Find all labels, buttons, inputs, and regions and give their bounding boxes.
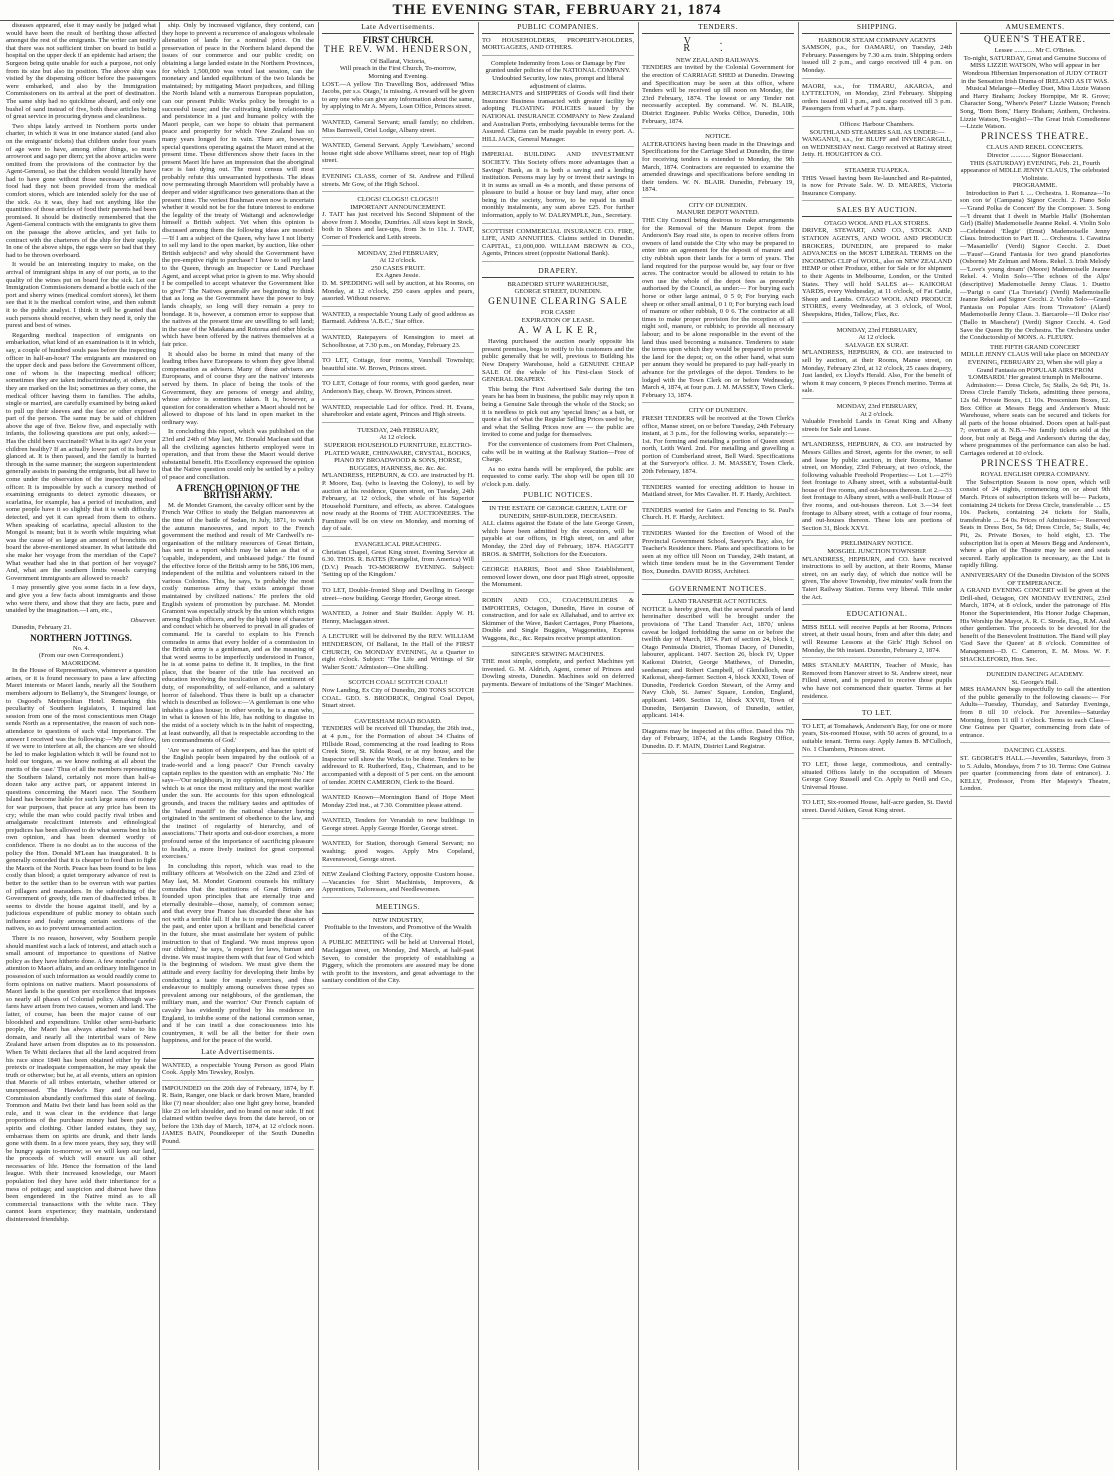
centered-line: STEAMER TUAPEKA. — [844, 166, 910, 174]
article-paragraph: ship. Only by increased vigilance, they contend, can they hope to prevent a recurrence of analogous wholesale alienation of lands for a nominal price. On the preservation of peace in the Northern Island depend the issues of our commerce and our public credit; on obtaining a large landed estate in the Northern Provinces, for which 1,500,000 was voted last session, can the monetary and landed equilibrium of the two Islands be maintained; by mitigating Maori prejudices, and filling the North Island with a numerous European population, can our present Public Works policy be brought to a successful issue; and the cultivating kindly relationship and persistence in a just and humane policy with the Maori people, can we hope to obtain that permanent peace and prosperity for which New Zealand has so many years longed for in vain. There are, however, special questions operating against the Maori mind at the present time. These differences show their faces in the present Maori life have an impression that the aboriginal race is fast dying out. The most census will most probably refute this unwarranted hypothesis. The ideas now permeating through Maoridom will probably have a deeper and wider significance two generations than at the present time. The veriest Bushman even now is uncertain whether it would not be for the future interest to endorse the legality of the treaty of Waitangi and acknowledge himself a British subject. Yet when this opinion is discussed among them the following ideas are mooted:—'If I am a subject of the Queen, why have I not liberty to sell my land to the open market, by auction, like other British subjects? and why should the Government have the pre-emptive right to purchase? I have to sell my land to the Queen, through an Inspector or Land Purchase Agent, and accept what price is given to me. Why should I be compelled to accept whatever the Government like to give?' The Natives generally are beginning to think that as long as the Government have the power to buy lands cheaply, so long will they remain a prey to bondage. It is, however, a common error to suppose that the natives at the present time are unwilling to sell land; in the case of the Matakana and Rotorua and other blocks which have been offered by the natives themselves at a fair price. — [162, 22, 314, 348]
advertisement: TO LET, Double-fronted Shop and Dwelling in George street—now building. George Horder, George street. — [322, 587, 474, 606]
advertisement: MISS BELL will receive Pupils at her Rooms, Princes street, at their usual hours, from and after this date; and will Resume Lessons at the Girls' High School on Monday, the 9th instant. Dunedin, February 2, 1874. — [802, 624, 952, 658]
advertisement: WANTED, Tenders for Verandah to new buildings in George street. Apply George Horder, George street. — [322, 817, 474, 836]
display-heading: THE REV. WM. HENDERSON, — [323, 45, 473, 56]
advertisement: WANTED, Ratepayers of Kensington to meet at Schoolhouse, at 7.30 p.m., on Monday, February 23. — [322, 334, 474, 353]
advertisement: TO LET, Cottage of four rooms, with good garden, near Anderson's Bay, cheap. W. Brown, Princes street. — [322, 380, 474, 399]
advertisement: NOTICE is hereby given, that the several parcels of land hereinafter described will be brought under the provisions of 'The Land Transfer Act, 1870,' unless caveat be lodged forbidding the same on or before the twelfth day of March, 1874. Part of section 24, block I, Otago Peninsula District, Thomas Dacey, of Dunedin, labourer, applicant. 1407. Section 26, block IV, Upper Kaikorai District, George Matthews, of Dunedin, seedsman; and Robert Campbell, of Glenfalloch, near Kaikorai, sheep-farmer. Section 4, block XXXI, Town of Dunedin, Frederick Gordon Stewart, of the Army and Navy Club, St. James' Square, London, England, applicant. 1409. Section 12, block XXVII, Town of Dunedin, Benjamin Dawson, of Dunedin, settler, applicant. 1414. — [642, 606, 794, 724]
centered-line: PROGRAMME. — [1012, 182, 1058, 190]
section-heading: Late Advertisements. — [162, 1047, 314, 1059]
advertisement: TENDERS will be received till Thursday, the 26th inst., at 4 p.m., for the Formation of about 34 Chains of Hillside Road, commencing at the road leading to Ross Creek Store, St. Kilda Road, or at my house, and the Inspector will show the Works to be done. Tenders to be addressed to R. Rutherford, Esq., Chairman, and to be accompanied with a deposit of 5 per cent. on the amount of tender. JOHN CAMERON, Clerk to the Board. — [322, 725, 474, 790]
centered-line: MOSGIEL JUNCTION TOWNSHIP. — [827, 548, 927, 556]
column-rule — [956, 22, 957, 1470]
centered-line: Profitable to the Investors, and Promotive of the Wealth of the City. — [324, 924, 472, 939]
section-heading: PUBLIC NOTICES. — [482, 490, 634, 502]
article-paragraph: This being the First Advertised Sale during the ten years he has been in business, the public may rely upon it being a Genuine Sale through the whole of the Stock; so it is needless to pick out any 'special lines;' as a bait, or quote a list of what the Regular Selling Prices used to be, and what the Selling Prices now are — the public are invited to come and judge for themselves. — [482, 385, 634, 439]
centered-line: No. 4. — [72, 644, 90, 652]
centered-line: At 2 o'clock. — [860, 410, 894, 418]
centered-line: Morning and Evening. — [368, 72, 428, 80]
advertisement: Now Landing, Ex City of Dunedin, 200 TONS SCOTCH COAL. GEO. S. BRODRICK, Original Coal Depot, Stuart street. — [322, 687, 474, 714]
advertisement: FRESH TENDERS will be received at the Town Clerk's office, Manse street, on or before Tuesday, 24th February instant, at 3 p.m., for the following works, separately:— 1st. For forming and metalling a portion of Queen street north, Leith Ward. 2nd. For metalling and gravelling a portion of Cumberland street, Bell Ward. Specifications at the Surveyor's office. J. M. MASSEY, Town Clerk. 20th February, 1874. — [642, 415, 794, 480]
display-heading: QUEEN'S THEATRE. — [984, 34, 1086, 45]
advertisement: M'LANDRESS, HEPBURN, & CO. are instructed to sell by auction, at their Rooms, Manse street, on Monday, February 23rd, at 12 o'clock, 25 cases drapery, Just landed, ex Lloyd's Herald. Also, For the benefit of whom it may concern, 9 pieces French merino. Terms at sale. — [802, 349, 952, 399]
centered-line: To-night, SATURDAY, Great and Genuine Success of MISS LIZZIE WATSON, Who will appear in her Wondrous Hibernian Impersonation of JUDY O'TROT in the Sensation Irish Drama of IRELAND AS IT WAS. — [961, 54, 1109, 85]
centered-line: SCOTCH COAL! SCOTCH COAL!! — [348, 679, 448, 687]
advertisement: J. TAIT has just received his Second Shipment of the above from J. Moodie, Dumfries. All sizes kept in Stock, both in Shoes and lace-ups, from 3s to 11s. J. TAIT, Corner of Frederick and Leith streets. — [322, 211, 474, 245]
advertisement: WANTED, for Station, thorough General Servant; no washing; good wages. Apply Mrs Copeland, Ravenswood, George street. — [322, 840, 474, 867]
centered-line: Will preach in the First Church, To-morrow, — [339, 65, 457, 73]
advertisement: M'LANDRESS, HEPBURN, & CO. are instructed by Messrs Gillies and Street, agents for the owner, to sell and lease by public auction, in their Rooms, Manse street, on Monday, 23rd February, at two o'clock, the following valuable Freehold Properties:— Lot 1.—27½ feet frontage to Albany street, with a substantial-built house of five rooms, and out-houses thereon. Lot 2.—33 feet frontage to Albany street, with a well-built House of five rooms, and out-houses thereon. Lot 3.—34 feet frontage to Albany street, with a cottage of four rooms, and out-houses thereon. These lots are portions of Section 31, Block XXVI. — [802, 441, 952, 536]
advertisement: MERCHANTS and SHIPPERS of Goods will find their Insurance Business transacted with greater facility by adopting FLOATING POLICIES issued by the NATIONAL INSURANCE COMPANY to New Zealand and Australian Ports, embodying favourable terms for the Assured. Claims can be made payable in every port. A. HILL JACK, General Manager. — [482, 90, 634, 147]
centered-line: THE FIFTH GRAND CONCERT — [990, 343, 1080, 351]
column-rule — [638, 22, 639, 1470]
column-1 — [6, 22, 156, 1470]
article-paragraph: For the convenience of customers from Port Chalmers, cabs will be in waiting at the Railway Station—Free of Charge. — [482, 440, 634, 464]
advertisement: A GRAND EVENING CONCERT will be given at the Drill-shed, Octagon, ON MONDAY EVENING, 23rd March, 1874, at 8 o'clock, under the patronage of His Honor the Superintendent, His Honor Judge Chapman, His Worship the Mayor, A. R. C. Strode, Esq., R.M. And other gentlemen. The proceeds to be devoted for the benefit of the Benevolent Institution. The Band will play 'God Save the Queen' at 8 o'clock. Committee of Management—D. C. Cameron, E. M. Moss. W. F. SHACKLEFORD, Hon. Sec. — [960, 587, 1110, 667]
centered-line: MONDAY, 23rd FEBRUARY, — [357, 249, 439, 257]
article-paragraph: Admission:— Dress Circle, 5s; Stalls, 2s 6d; Pit, 1s. Dress Circle Family Tickets, admitting three persons, 12s 6d. Private Boxes, £1 10s. Proscenium Boxes, £2. Box Office at Messrs Begg and Anderson's Music Warehouse, where seats can be secured and tickets for all parts of the house obtained. Doors open at half-past 7; overture at 8. N.B.—No family tickets sold at the door, but only at Begg and Anderson's during the day, where programmes of the performance can also be had. Carriages ordered at 10 o'clock. — [960, 381, 1110, 458]
centered-line: (From our own Correspondent.) — [38, 652, 124, 660]
section-heading: PUBLIC COMPANIES. — [482, 22, 634, 34]
centered-line: SUPERIOR HOUSEHOLD FURNITURE, ELECTRO-PLATED WARE, CHINAWARE, CRYSTAL, BOOKS, PIANO BY BROADWOOD & SONS, HORSE, BUGGIES, HARNESS, &c. &c. &c. — [324, 441, 472, 472]
display-heading: A. W A L K E R, — [518, 325, 598, 336]
advertisement: WANGANUI, s.s., for BLUFF and INVERCARGILL, on WEDNESDAY next. Cargo received at Rattray street Jetty. H. HOUGHTON & CO. — [802, 136, 952, 163]
advertisement: MRS STANLEY MARTIN, Teacher of Music, has Removed from Hanover street to St. Andrew street, near Filleul street, and is prepared to receive those pupils who have not commenced their quarter. Terms at her residence. — [802, 662, 952, 704]
centered-line: EVANGELICAL PREACHING. — [354, 541, 442, 549]
advertisement: WANTED, a Joiner and Stair Builder. Apply W. H. Henny, Maclaggan street. — [322, 610, 474, 629]
display-heading: PRINCESS THEATRE. — [980, 131, 1090, 142]
advertisement: IMPOUNDED on the 20th day of February, 1874, by F. R. Bain, Ranger, one black or dark brown Mare, branded like (?) near shoulder; also one light grey horse, branded like 23 on left shoulder, and no brand on near side. If not claimed within twelve days from the date hereof, on or before the 13th day of March, 1874, at 12 o'clock noon. JAMES BAIN, Poundkeeper of the South Dunedin Pound. — [162, 1085, 314, 1150]
centered-line: DUNEDIN DANCING ACADEMY. — [986, 671, 1084, 679]
article-paragraph: Musical Melange—Medley Duet, Miss Lizzie Watson and Harry Braham; Jockey Hornpipe, Mr R. Grove; Character Song, 'Where's Peter?' Lizzie Watson; French Song, 'Bom Bom,' Harry Braham; Anthem, Orchestra. Lizzie Watson, To-night!—The Great Irish Comedienne—Lizzie Watson. — [960, 85, 1110, 131]
centered-line: ROYAL ENGLISH OPERA COMPANY. — [980, 471, 1090, 479]
advertisement: THIS Vessel having been Re-launched and Re-painted, is now for Private Sale. W. D. MEARES, Victoria Insurance Company. — [802, 175, 952, 202]
centered-line: CITY OF DUNEDIN. — [688, 201, 748, 209]
advertisement: WANTED, General Servant. Apply 'Lewisham,' second house right side above Williams street, near top of High street. — [322, 142, 474, 169]
centered-line: ANNIVERSARY Of the Dunedin Division of the SONS OF TEMPERANCE. — [960, 571, 1110, 587]
centered-line: CLOGS! CLOGS!! CLOGS!!! — [357, 196, 439, 204]
advertisement: TO LET, at Tomahawk, Anderson's Bay, for one or more years, Six-roomed House, with 50 acres of ground, to a suitable tenant. Terms easy. Apply James B. M'Culloch, No. 1 Chambers, Princes street. — [802, 723, 952, 757]
centered-line: Ex Agnes Jessie. — [375, 272, 421, 280]
advertisement: Christian Chapel, Great King street. Evening Service at 6.30. THOS. R. BATES (Evangelist, from America) Will (D.V.) Preach TO-MORROW EVENING. Subject: 'Setting up of the Kingdom.' — [322, 549, 474, 583]
advertisement: IMPERIAL BUILDING AND INVESTMENT SOCIETY. This Society offers more advantages than a Savings' Bank, as it is both a saving and a lending institution. Persons may lay by or invest their savings in it in sums as small as 4s a month, and these persons of pleasure to build a house or buy land may, after once being in the society, borrow, to be repaid in small monthly instalments, any sum above £25. For further information, apply to W. DALRYMPLE, Jun., Secretary. — [482, 151, 634, 223]
centered-line: BRADFORD STUFF WAREHOUSE, — [507, 280, 609, 288]
article-paragraph: Having purchased the auction nearly opposite his present premises, begs to notify to his customers and the public generally that he will, previous to Building his New Drapery Warehouse, hold a GENUINE CHEAP SALE Of the whole of his First-class Stock of GENERAL DRAPERY. — [482, 338, 634, 384]
advertisement: ST. GEORGE'S HALL.—Juveniles, Saturdays, from 3 to 5. Adults, Mondays, from 7 to 10. Terms: One Guinea per quarter (commencing from date of entrance). J. KELLY, Professor, From Her Majesty's Theatre, London. — [960, 755, 1110, 797]
advertisement: WANTED, a respectable Young Lady of good address as Barmaid. Address 'A.B.C.,' Star office. — [322, 311, 474, 330]
section-heading: TENDERS. — [642, 22, 794, 34]
advertisement: NEW Zealand Clothing Factory, opposite Custom house.—Vacancies for Shirt Machinists, Improvers, & Apprentices, Tailoresses, and Needlewomen. — [322, 871, 474, 898]
section-heading: GOVERNMENT NOTICES. — [642, 584, 794, 596]
advertisement: TENDERS wanted for erecting addition to house in Maitland street, for Mrs Cavalier. H. F. Hardy, Architect. — [642, 484, 794, 503]
centered-line: MDLLE JENNY CLAUS Will take place on MONDAY EVENING, FEBRUARY 23, When she will play a Grand Fantasia on POPULAR AIRS FROM 'LOMBARDI.' Her greatest triumph in Melbourne. — [960, 351, 1110, 382]
centered-line: NOTICE. — [705, 133, 731, 141]
section-heading: MEETINGS. — [322, 902, 474, 914]
centered-line: Director ............ Signor Bissacciani. — [987, 151, 1083, 159]
advertisement: WANTED, a respectable Young Person as good Plain Cook. Apply Mrs Tewsley, Roslyn. — [162, 1062, 314, 1081]
centered-line: EXPIRATION OF LEASE. — [521, 317, 595, 324]
centered-line: FOR CASH! — [540, 309, 576, 317]
advertisement: TENDERS wanted for Gates and Fencing to St. Paul's Church. H. F. Hardy, Architect. — [642, 507, 794, 526]
section-heading: SALES BY AUCTION. — [802, 205, 952, 217]
centered-line: CITY OF DUNEDIN. — [688, 407, 748, 415]
centered-line: PRELIMINARY NOTICE. — [841, 540, 913, 548]
advertisement: D. M. SPEDDING will sell by auction, at his Rooms, on Monday, at 12 o'clock, 250 cases apples and pears, assorted. Without reserve. — [322, 280, 474, 307]
advertisement: TO LET, Six-roomed House, half-acre garden, St. David street. David Aitken, Great King street. — [802, 799, 952, 818]
centered-line: 250 CASES FRUIT. — [371, 264, 425, 272]
advertisement: Valuable Freehold Lands in Great King and Albany streets for Sale and Lease. — [802, 418, 952, 437]
advertisement: THE most simple, complete, and perfect Machines yet invented. G. M. Aldrich, Agent, corner of Princes and Dowling streets, Dunedin. Machines sold on deferred payments. Beware of imitations of the 'Singer' Machines. — [482, 658, 634, 692]
column-4 — [482, 22, 634, 1470]
article-paragraph: In concluding this report, which was read to the military officers at Woolwich on the 22nd and 23rd of May last, M. Mondet Gramont counsels his military comrades that the institutions of Great Britain are founded upon principles that are eternally true and eternally desirable—those, namely, of common sense; and that every true France has discarded these she has not with a terrible fall. If she is to repair the disasters of the past, and enter upon a brilliant and beneficial career in the future, she must assimilate her system of public instruction to that of England. 'We must impress upon our children,' he says, 'a respect for laws, human and divine. We must inspire them with that fear of God which is the beginning of wisdom. We must give them the attitude and every facility for developing their limbs by conducting a taste for manly exercises, and thus endeavour to multiply among ourselves those types so prevalent among our neighbours, of the gentleman, the military man, and the warrior.' Our French captain of cavalry has evidently profited by his residence in England, to imbibe some of the national common sense, and if he can instil a due consciousness into his countrymen, it will be all the better for their own happiness, and for the peace of the world. — [162, 862, 314, 1045]
advertisement: TENDERS are invited by the Colonial Government for the erection of CARRIAGE SHED at Dunedin. Drawing and Specification may be seen at this office, where Tenders will be received up till noon on Monday, the 23rd February, 1874. The lowest or any Tender not necessarily accepted. By command. W. N. BLAIR, District Engineer. Public Works Office, Dunedin, 10th February, 1874. — [642, 64, 794, 129]
article-headline: NORTHERN JOTTINGS. — [30, 632, 132, 643]
centered-line: CLAUS AND REKEL CONCERTS. — [986, 144, 1084, 152]
advertisement: M'LANDRESS, HEPBURN, and CO. have received instructions to sell by auction, at their Rooms, Manse street, on an early day, of which due notice will be given, The above Township, five minutes' walk from the Taieri Railway Station. Terms very liberal. Title under the Act. — [802, 556, 952, 606]
centered-line: LAND TRANSFER ACT NOTICES. — [668, 598, 768, 606]
article-paragraph: In the House of Representatives, whenever a question arises, or it is found necessary to pass a law affecting Maori interests or Maori lands, nearly all the Southern members adjourn to Bellamy's, the Strangers' lounge, or to Osgood's Metropolitan Hotel. Remarking this peculiarity of Southern legislators, I inquired last session from one of the most conscientious men Otago sends North as a representative, the reason of such non-attendance to questions of such vital importance. The answer I received was the following:—'My dear fellow, if we were to interfere at all, the chances are we should be led to make legislation which it will be found not to hold our tongues, as we know nothing at all about the merits of the case.' Thus of all the members representing the Southern Island, certainly not more than half-a-dozen take any active part, or apparent interest in questions concerning the Maori race. The Southern Island has become liable for such large sums of money for war purposes, that peace at any price has been its cry; while the man who could pacify rival tribes and amalgamate recalcitrant interests and ethnological prejudices has been allowed to do what seems best in his own opinion, and has been deemed worthy of confidence. There is no doubt as to the success of the policy the Hon. Donald M'Lean has inaugurated. It is generally conceded that it is cheaper to feed than to fight the Maoris of the North. Peace has been found to be less costly than blood; a quiet temporary advance of rest is better to the settler than to be overrun with war parties of pillagers and marauders. In the subsidising of the Government of greedy, idle men of disaffected tribes. It seems to divide the house against itself, and by a judicious expenditure of public money to obtain such influence and fealty among certain sections of the natives, so as to prevent unwarranted action. — [6, 667, 156, 933]
signature: Observer. — [130, 616, 156, 624]
column-rule — [478, 22, 479, 1470]
column-6 — [802, 22, 952, 1470]
column-5 — [642, 22, 794, 1470]
advertisement: TO LET, Cottage, four rooms, Vauxhall Township; beautiful site. W. Brown, Princes street. — [322, 357, 474, 376]
advertisement: TENDERS Wanted for the Erection of Wood of the Provincial Government School, Sawyer's Bay; also, for Teacher's Residence there. Plans and specifications to be seen at my office till Noon on Tuesday, 24th instant, at which time tenders must be in the Government Tender Box, Dunedin. DAVID ROSS, Architect. — [642, 530, 794, 580]
advertisement: EVENING CLASS, corner of St. Andrew and Filleul streets. Mr Gow, of the High School. — [322, 173, 474, 192]
article-paragraph: It should also be borne in mind that many of the leading tribes have Europeans to whom they give liberal compensation as advisers. Many of these advisers are Europeans, and of course they are the natives' interests served by them. In place of being the tools of the Government, they are persons of energy and ability, whose advice is sometimes taken. It is, however, a question for consideration whether a Maori should not be allowed to dispose of his land in open market in the ordinary way. — [162, 350, 314, 426]
article-paragraph: In concluding this report, which was published on the 23rd and 24th of May last, Mr. Donald Maclean said that all the civilizing agencies hitherto employed were in operation, and that from these the Maori would derive substantial benefit. His Excellency expressed the opinion that the Native question could only be settled by a policy of peace and conciliation. — [162, 428, 314, 482]
centered-line: Offices: Harbour Chambers. — [839, 120, 915, 128]
masthead: THE EVENING STAR, FEBRUARY 21, 1874 — [0, 0, 1114, 21]
article-paragraph: It would be an interesting inquiry to make, on the arrival of immigrant ships in any of our ports, as to the quality of the wines put on board for the sick. Let our Immigration Commissioners demand a bottle each of the port and sherry wines (medical comfort stores), let them see that it is the medical comfort wine, and then submit it to the public analyst. I think it will be granted that such persons should receive, when they need it, only the purest and best of wines. — [6, 261, 156, 330]
advertisement: M'LANDRESS, HEPBURN, & CO. are instructed by H. P. Moore, Esq. (who is leaving the Colony), to sell by auction at his residence, Queen street, on Tuesday, 24th February, at 12 o'clock, the whole of his Superior Household Furniture, and effects, as above. Catalogues now ready at the Rooms of THE AUCTIONEERS. The Furniture will be on view on Monday, and morning of day of sale. — [322, 472, 474, 537]
section-heading: EDUCATIONAL. — [802, 609, 952, 621]
article-paragraph: diseases appeared, else it may easily be judged what would have been the result of berthing those affected amongst the rest of the emigrants. The writer can testify that there was not sufficient timber on board to build a hospital on the upper deck if an epidemic had arisen; the Surgeon being quite unable for such a purpose, not only from its size but also its position. The above ship was visited by the dispensing officer before the passengers were embarked, and also by the Immigration Commissioners on its arrival at the port of destination. The same ship had no quicklime aboard, and only one bushel of sand instead of five, both these articles being of great service in procuring dryness and cleanliness. — [6, 22, 156, 121]
centered-line: MONDAY, 23rd FEBRUARY, — [836, 402, 918, 410]
advertisement: WANTED Known—Mornington Band of Hope Meet Monday 23rd inst., at 7.30. Committee please attend. — [322, 794, 474, 813]
centered-line: TUESDAY, 24th FEBRUARY, — [357, 426, 439, 434]
advertisement: ROBIN AND CO., COACHBUILDERS & IMPORTERS, Octagon, Dunedin, Have in course of construction, and for sale ex Allahabad, and to arrive ex Skimmer of the Wave, Basket Carriages, Pony Phaetons, Double and Single Buggies, Waggonettes, Express Waggons, &c., &c. Repairs receive prompt attention. — [482, 597, 634, 647]
article-paragraph: Two ships lately arrived in Northern ports under charter, in which it was in one instance stated (and also on the emigrants' tickets) that children under four years of age were to have, among other things, so much arrowroot and sago per diem; yet the above articles were omitted from the provisions of the contractor by the Agent-General, so that the children would literally have had to have gone without those necessary articles of food had they not been provided from the medical comfort stores, which are intended solely for the use of the sick. As it was, they had not anything like the quantities of those articles of food their parents had been promised. It should be distinctly remembered that the Agent-General contracts with the emigrants to give them on the passage the above articles, and yet fails to contract with the charterers of the ship for their supply. In one of the above ships, the eggs were so bad that they had to be thrown overboard. — [6, 122, 156, 259]
centered-line: SALVAGE EX SURAT. — [845, 341, 909, 349]
display-heading: PRINCESS THEATRE. — [980, 458, 1090, 469]
article-paragraph: I may presently give you some facts in a few days, and give you a few facts about immigrants and those who were there, and show that they are facts, pure and unaided by the imagination.—I am, etc., — [6, 584, 156, 615]
column-7 — [960, 22, 1110, 1470]
centered-line: MAORIDOM. — [61, 659, 101, 667]
article-paragraph: 'Are we a nation of shopkeepers, and has the spirit of the English people been impaired by the outlook of a trade-world and a long peace?' Our French cavalry captain replies to the question with an emphatic 'No.' He says—'Our neighbours, in my opinion, represent the race which is at once the most military and the most warlike under the sun. He accounts for this upon ethnological grounds, and traces the military tastes and aptitudes of the 'island mastiff' to the national character having originated in 'the sentiment of obedience to the law, and the instinct of regularity of hierarchy, and of associations.' Their sports and out-door exercises, a more profound sense of the importance of sacrificing pleasure to health, a more lively instinct for great corporeal exercises.' — [162, 746, 314, 861]
centered-line: CAVERSHAM ROAD BOARD. — [354, 717, 442, 725]
centered-line: SINGER'S SEWING MACHINES. — [511, 650, 605, 658]
section-heading: SHIPPING. — [802, 22, 952, 34]
section-heading: TO LET. — [802, 708, 952, 720]
advertisement: TO LET, those large, commodious, and centrally-situated Offices lately in the occupation of Messrs George Gray Russell and Co. Apply to Neill and Co., Universal House. — [802, 761, 952, 795]
column-3 — [322, 22, 474, 1470]
advertisement: Diagrams may be inspected at this office. Dated this 7th day of February, 1874, at the Lands Registry Office, Dunedin. D. F. MAIN, District Land Registrar. — [642, 728, 794, 755]
advertisement: MRS HAMANN begs respectfully to call the attention of the public generally to the following classes:— For Adults—Tuesday, Thursday, and Saturday Evenings, from 8 till 10 o'clock. For Juveniles—Saturday Morning, from 11 till 1 o'clock. Terms to each Class—One Guinea per Quarter, commencing from date of entrance. — [960, 686, 1110, 743]
section-heading: AMUSEMENTS. — [960, 22, 1110, 34]
advertisement: MAORI, s.s., for TIMARU, AKAROA, and LYTTELTON, on Monday, 23rd February. Shipping orders issued till 1 p.m., and cargo received till 3 p.m. Passengers from wharf at 7 p.m. sharp. — [802, 83, 952, 117]
advertisement: ALTERATIONS having been made in the Drawings and Specifications for the Carriage Shed at Dunedin, the time for receiving tenders is extended to Monday, the 9th March, 1874. Contractors are requested to examine the amended drawings and specifications before sending in their tenders. W. N. BLAIR. Dunedin, February 19, 1874. — [642, 141, 794, 198]
centered-line: IMPORTANT ANNOUNCEMENT. — [350, 203, 446, 211]
centered-line: HARBOUR STEAM COMPANY AGENTS — [818, 36, 936, 44]
article-paragraph: Dunedin, February 21. — [12, 624, 72, 632]
article-paragraph: M. de Mondet Gramont, the cavalry officer sent by the French War Office to study the Belgian manoeuvres at the time of the battle of Sedan, in July, 1871, to watch the autumn manoeuvres, and report to the French government the method and result of Mr Cardwell's re-organisation of the military resources of Great Britain, has sent in a report which may be taken as that of a 'capable, independent, and unbiassed judge.' He found the effective force of the British army to be 586,106 men, independent of the militia and volunteers raised in the various Colonies. This, he says, 'is probably the most costly numerous army that exists amongst those maintained by civilized nations.' He prefers the old English system of promotion by purchase. M. Mondet Gramont was especially struck by the union which reigns among English officers, and by the high tone of character and conduct which he observed to prevail in all grades of command. He is careful to explain to his French comrades in arms that every holder of a commission in the British army is a gentleman, and as the meaning of that word seems to be imperfectly understood in France, he is at some pains to define it. It implies, in the first place, that the bearer of the title has received an education involving the inculcation of the sentiment of duty, of responsibility, of self-reliance, and a salutary horror of falsehood. Thus there is built up a character which is described as follows:—'A gentleman is one who inhabits a glass house; in other words, he is a man who, in what is known of his life, has nothing to disguise in the midst of a society which is in the habit of respecting, at least outwardly, all that is respectable according to the ten commandments of God.' — [162, 501, 314, 745]
article-headline: FIRST CHURCH. — [362, 34, 434, 45]
article-paragraph: Introduction to Part I. .... Orchestra. 1. Romanza—'Io son con te' (Campana) Signor Cecchi. 2. Piano Solo—'Grand Polka de Concert' By the Composer. 3. Song—'I dreamt that I dwelt in Marble Halls' (Bohemian Girl) (Balfe) Mademoiselle Jeanne Rekel. 4. Violin Solo—Celebrated 'Elegie' (Ernst) Mademoiselle Jenny Claus. Introduction to Part II. .... Orchestra. 1. Cavatina—'Masaniello' (Verdi) Signor Cecchi. 2. Duet—'Faust'—Grand Fantasia for two grand pianofortes (Osborne) Mr Zelman and Mons. Rekel. 3. Irish Melody—'Love's young dream' (Moore) Mademoiselle Jeanne Rekel. 4. Violin Solo—'The echoes of the Alps' (descriptive) Mademoiselle Jenny Claus. 1. Duetto—'Parigi o cara' ('La Traviata') (Verdi) Mademoiselle Jeanne Rekel and Signor Cecchi. 2. Violin Solo—Grand Fantasia on Popular Airs from 'Trovatore' (Alard) Mademoiselle Jenny Claus. 3. Barcarole—'Il Dolce riso' ('Ballo in Maschera') (Verdi) Signor Cecchi. 4. God Save the Queen By the Orchestra. The Orchestra under the Conductorship of MONS. A. FLEURY. — [960, 189, 1110, 342]
centered-line: IN THE ESTATE OF GEORGE GREEN, LATE OF DUNEDIN, SHIP-BUILDER, DECEASED. — [489, 505, 627, 520]
article-headline: A FRENCH OPINION OF THE BRITISH ARMY. — [176, 482, 300, 501]
advertisement: A LECTURE will be delivered By the REV. WILLIAM HENDERSON, Of Ballarat, In the Hall of the FIRST CHURCH, On MONDAY EVENING, At a Quarter to eight o'clock. Subject: 'The Life and Writings of Sir Walter Scott.' Admission—One shilling. — [322, 633, 474, 675]
centered-line: St. George's Hall. — [1011, 678, 1059, 686]
royal-crest: V. R. — [683, 35, 753, 55]
column-rule — [159, 22, 160, 1470]
centered-line: NEW INDUSTRY, — [372, 916, 424, 924]
centered-line: GEORGE STREET, DUNEDIN. — [514, 288, 602, 296]
section-heading: DRAPERY. — [482, 266, 634, 278]
article-paragraph: The Subscription Season is now open, which will consist of 24 nights, commencing on or about 9th March. Prices of subscription tickets will be— Packets, containing 24 tickets for Dress Circle, transferable .... £5 10s. Packets, containing 24 tickets for Stalls, transferable .... £4 0s. Prices of Admission:— Reserved Seats in Dress Box, 5s 6d; Dress Circle, 5s; Stalls, 4s; Pit, 2s. Private Boxes, to hold eight, £3. The subscription list is open at Messrs Begg and Anderson's, where a plan of the Theatre may be seen and seats secured. Early application is necessary, as the List is rapidly filling. — [960, 478, 1110, 570]
advertisement: GEORGE HARRIS, Boot and Shoe Establishment, removed lower down, one door past High street, opposite the Monument. — [482, 566, 634, 593]
centered-line: NEW ZEALAND RAILWAYS. — [676, 56, 760, 64]
advertisement: SAMSON, p.s., for OAMARU, on Tuesday, 24th February. Passengers by 7.30 a.m. train. Shipping orders issued till 2 p.m., and cargo received till 4 p.m. on Monday. — [802, 44, 952, 78]
advertisement: WANTED, respectable Lad for office. Fred. H. Evans, sharebroker and estate agent, Princes and High streets. — [322, 404, 474, 423]
section-heading: Late Advertisements. — [322, 22, 474, 34]
advertisement: SCOTTISH COMMERCIAL INSURANCE CO. FIRE, LIFE, AND ANNUITIES. Claims settled in Dunedin. CAPITAL, £1,000,000. WILLIAM BROWN & CO., Agents, Princes street (opposite National Bank). — [482, 228, 634, 262]
column-rule — [798, 22, 799, 1470]
centered-line: DANCING CLASSES. — [1004, 747, 1066, 755]
display-heading: GENUINE CLEARING SALE — [488, 296, 628, 307]
advertisement: LOST.—A yellow Tin Travelling Box, addressed 'Miss Jacobs, per s.s. Otago,' is missing. A reward will be given to any one who can give any information about the same, by applying to Mr A. Myers, Loan Office, Princes street. — [322, 81, 474, 115]
advertisement: A PUBLIC MEETING will be held at Universal Hotel, Maclaggan street, on Monday, 2nd March, at half-past Seven, to consider the propriety of establishing a Piggery, which the promoters are assured may be done with profit to the investors, and great advantage to the sanitary condition of the City. — [322, 939, 474, 989]
article-paragraph: Regarding medical inspection of emigrants on embarkation, what kind of an examination is it in which, say, a couple of hundred souls pass before the inspecting officer in half-an-hour? The emigrants are mustered on the upper deck and pass before the Government officer, one of whom is the inspecting medical officer; sometimes they are taken indiscriminately, at others, as they are marked on the list; sometimes as they come, the medical officer having them in families. The adults, single or married, are carefully examined by being asked to pull up their sleeves and the face or other exposed part of the person. The same may be said of children above the age of five. Below five, and especially with infants, the following questions are put only, asked:—Has the child been vaccinated? What is its age? Are your children healthy? If an actually lower part of its body is glanced at. It is then passed, and the family is hurried through in the same manner; the surgeon superintendent generally assists in passing the emigrants, but all have to come under the observation of the inspecting medical officer. It is impossible by such a cursory method of examining emigrants to detect zymotic diseases, or scarlatina, for example, has a period of incubation, and some people have it so slightly that it is with difficulty detected, and yet it can spread from them to others. When speaking of scarlatina, special allusion to the Mongol is meant; but it is worth while inquiring what was the cause of so large an amount of bronchitis on board the above-mentioned steamer. In what latitude did she make her voyage from the meridian of the Cape? What weather had she in that portion of her voyage? And, what are the southern limits vessels carrying Government immigrants are allowed to reach? — [6, 331, 156, 582]
centered-line: MONDAY, 23rd FEBRUARY, — [836, 326, 918, 334]
advertisement: ALL claims against the Estate of the late George Green, which have been admitted by the executors, will be payable at our offices, in High street, on and after Monday, the 23rd day of February, 1874. HAGGITT BROS. & SMITH, Solicitors for the Executors. — [482, 520, 634, 562]
centered-line: At 12 o'clock. — [379, 257, 417, 265]
centered-line: THIS (SATURDAY) EVENING, Feb. 21, Fourth appearance of MDLLE JENNY CLAUS, The celebrated Violiniste. — [960, 159, 1110, 182]
centered-line: OTAGO WOOL AND FLAX STORES. — [824, 219, 930, 227]
advertisement: THE City Council being desirous to make arrangements for the Removal of the Manure Depot from the Anderson's Bay road site, is open to receive offers from owners of land outside the City who may be prepared to enter into an agreement for the deposit of manure and city rubbish upon their lands for a term of years. The land required for the purpose would be, say four or five acres. The contractor would be allowed to retain to his own use the whole of the depot fees as presently authorised by the Council, as under:— For burying each horse or other large animal, 0 5 0; For burying each sheep or other small animal, 0 1 0; For burying each load of manure or other rubbish, 0 0 6. The contractor at all times to make proper provision for the reception of all night soil, manure, or rubbish; to provide all necessary labour; and to be alone responsible in the event of the land thus used becoming a nuisance. Tenderers to state the terms upon which they would be prepared to provide the land for the depot; or, on the other hand, what sum per annum they would be prepared to pay half-yearly in advance for the privileges of the depot. Tenders to be lodged with the Town Clerk on or before Wednesday, March 4, 1874, at four p.m. J. M. MASSEY, Town Clerk. February 13, 1874. — [642, 217, 794, 403]
advertisement: TO HOUSEHOLDERS, PROPERTY-HOLDERS, MORTGAGEES, AND OTHERS. — [482, 37, 634, 56]
article-paragraph: There is no reason, however, why Southern people should manifest such a lack of interest, and attach such a small amount of importance to questions of Native policy as they have hitherto done. A few months' careful attention to Maori affairs, and an ordinary intelligence in possession of such information as would readily come to form opinions on native matters. Maori possessions of Maori lands is the question per excellence that imposes so nearly all phases of Colonial policy. Although war-fares have arisen from two causes, women and land. The latter, of course, has been the major cause of our bloodshed and expenditure. Unlike other semi-barbaric people, the Maori has always attached value to his domain, and nearly all the intertribal wars of New Zealand have arisen from disputes as to its possession. When Te Whiti declares that all the land acquired from his race since 1840 has been obtained either by false pretexts or inadequate compensation, he may speak the truth or otherwise; but he, at all events, utters an opinion that Maoris of all tribes entertain, whether uttered or unexpressed. The Hawke's Bay and Manawatu Commission abundantly confirmed this state of feeling. Tommon and Matiu Iwi their land has been sold as the rule, and it was clear in the evidence that large proportions of the purchase money had been paid in spirits and clothing. Other landed estates, they say, embarrass them on spirits are drunk, and their lands gone with them. In a few more years, they say, they will be hungry again to-morrow; so we will keep our land, the proceeds of which will ensure us all other necessaries of life. Hence the formation of the land league. With their increased knowledge, our Maori population feel they have sold their inheritance for a mess of pottage; and suspicion and distrust have thus been engendered in the Native mind as to all commercial transactions with the white race. They cannot learn experience; they maintain, understand disinterested friendship. — [6, 935, 156, 1224]
article-paragraph: As no extra hands will be employed, the public are requested to come early. The shop will be open till 10 o'clock p.m. daily. — [482, 465, 634, 488]
centered-line: At 12 o'clock. — [858, 334, 896, 342]
centered-line: At 12 o'clock. — [379, 434, 417, 442]
advertisement: WANTED, General Servant; small family; no children. Miss Barnwell, Oriel Lodge, Albany street. — [322, 119, 474, 138]
advertisement: DRIVER, STEWART, AND CO., STOCK AND STATION AGENTS, AND WOOL AND PRODUCE BROKERS, DUNEDIN, are prepared to make ADVANCES on the MOST LIBERAL TERMS on the INCOMING CLIP of WOOL, also on NEW ZEALAND HEMP or other Produce, either for Sale or for shipment to their Agents in Melbourne, London, or the United States. They will hold SALES at— KAIKORAI YARDS, every Wednesday, at 11 o'clock, of Fat Cattle, Sheep and Lambs. OTAGO WOOL AND PRODUCE STORES, every Wednesday, at 3 o'clock, of Wool, Sheepskins, Hides, Tallow, Flax, &c. — [802, 227, 952, 322]
centered-line: Of Ballarat, Victoria, — [370, 57, 426, 65]
centered-line: MANURE DEPOT WANTED. — [676, 209, 760, 217]
centered-line: Lessee ............ Mr C. O'Brien. — [994, 47, 1076, 55]
column-2 — [162, 22, 314, 1470]
centered-line: Complete Indemnity from Loss or Damage by Fire granted under policies of the NATIONAL COMPANY. Undoubted Security, low rates, prompt and liberal adjustment of claims. — [485, 59, 631, 90]
centered-line: SOUTHLAND STEAMERS SAIL AS UNDER:— — [809, 128, 945, 136]
column-rule — [318, 22, 319, 1470]
